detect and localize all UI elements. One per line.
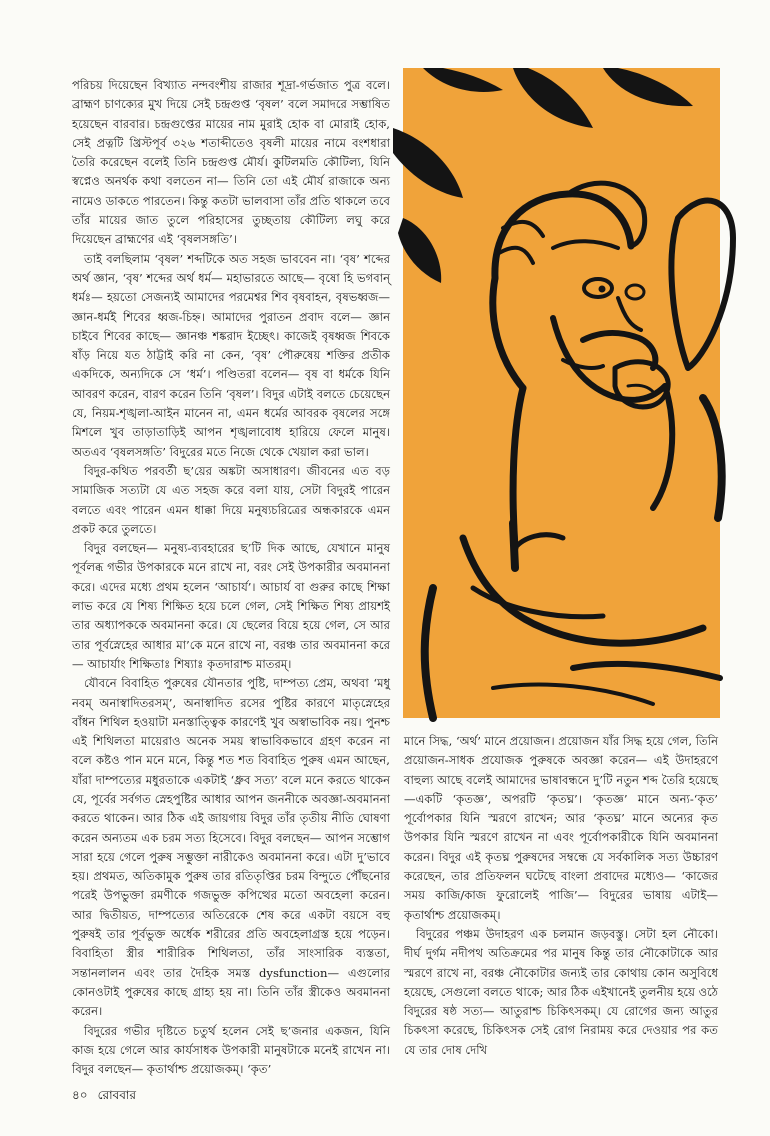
article-paragraph: বিদুরের পঞ্চম উদাহরণ এক চলমান জড়বস্তু। সেটা হল নৌকো। দীর্ঘ দুর্গম নদীপথ অতিক্রমের পর মানুষ কিন্তু তার নৌকোটাকে আর স্মরণে রাখে না, বরঞ্চ নৌকোটার জন্যই তার কোথায় কোন অসুবিধে হয়েছে, সেগুলো বলতে থাকে; আর ঠিক এইখানেই তুলনীয় হয়ে ওঠে বিদুরের ষষ্ঠ সত্য— আতুরাশ্চ চিকিৎসকম্। যে রোগের জন্য আতুর চিকৎসা করেছে, চিকিৎসক সেই রোগ নিরাময় করে দেওয়ার পর কত যে তার দোষ দেখি	[404, 926, 718, 1057]
illustration-vidura	[403, 68, 720, 718]
article-left-column	[72, 76, 390, 1077]
magazine-name: রোববার	[97, 1088, 136, 1102]
article-paragraph: বিদুরের গভীর দৃষ্টিতে চতুর্থ হলেন সেই ছ’জনার একজন, যিনি কাজ হয়ে গেলে আর কার্যসাধক উপকারী মানুষটাকে মনেই রাখেন না। বিদুর বলছেন— কৃতার্থাশ্চ প্রয়োজকম্। ‘কৃত’	[72, 1023, 390, 1077]
article-paragraph: পরিচয় দিয়েছেন বিখ্যাত নন্দবংশীয় রাজার শূদ্রা-গর্ভজাত পুত্র বলে। ব্রাহ্মণ চাণক্যের মুখ দিয়ে সেই চন্দ্রগুপ্ত ‘বৃষল’ বলে সমাদরে সম্ভাষিত হয়েছেন বারবার। চন্দ্রগুপ্তের মায়ের নাম মুরাই হোক বা মোরাই হোক, সেই প্রত্নটি খ্রিস্টপূর্ব ৩২৬ শতাব্দীতেও বৃষলী মায়ের নামে বংশধারা তৈরি করেছেন বলেই তিনি চন্দ্রগুপ্ত মৌর্য। কুটিলমতি কৌটিল্য, যিনি স্বপ্নেও অনর্থক কথা বলতেন না— তিনি তো এই মৌর্য রাজাকে অন্য নামেও ডাকতে পারতেন। কিন্তু কতটা ভালবাসা তাঁর প্রতি থাকলে তবে তাঁর মায়ের জাত তুলে পরিহাসের তুচ্ছতায় কৌটিল্য লঘু করে দিয়েছেন ব্রাহ্মণের এই ‘বৃষলসঙ্গতি’।	[72, 78, 390, 247]
article-right-column	[404, 732, 718, 1057]
article-paragraph: যৌবনে বিবাহিত পুরুষের যৌনতার পুষ্টি, দাম্পত্য প্রেম, অথবা ‘মধু নবম্ অনাস্বাদিতরসম্’, অনাস্বাদিত রসের পুষ্টির কারণে মাতৃস্নেহের বাঁধন শিথিল হওয়াটা মনস্তাত্ত্বিক কারণেই খুব অস্বাভাবিক নয়। পুনশ্চ এই শিথিলতা মায়েরাও অনেক সময় স্বাভাবিকভাবে গ্রহণ করেন না বলে কষ্টও পান মনে মনে, কিন্তু শত শত বিবাহিত পুরুষ এমন আছেন, যাঁরা দাম্পত্যের মধুরতাকে একটাই ‘ধ্রুব সত্য’ বলে মনে করতে থাকেন যে, পূর্বের সর্বগত স্নেহপুষ্টির আধার আপন জননীকে অবজ্ঞা-অবমাননা করতে থাকেন। আর ঠিক এই জায়গায় বিদুর তাঁর তৃতীয় নীতি ঘোষণা করেন অন্যতম এক চরম সত্য হিসেবে। বিদুর বলছেন— আপন সম্ভোগ সারা হয়ে গেলে পুরুষ সম্ভুক্তা নারীকেও অবমাননা করে। এটা দু’ভাবে হয়। প্রথমত, অতিকামুক পুরুষ তার রতিতৃপ্তির চরম বিন্দুতে পৌঁছনোর পরেই উপভুক্তা রমণীকে গজভুক্ত কপিত্থের মতো অবহেলা করেন। আর দ্বিতীয়ত, দাম্পত্যের অতিরেকে শেষ করে একটা বয়সে বহু পুরুষই তার পূর্বভুক্ত অর্ধেক শরীরের প্রতি অবহেলাগ্রস্ত হয়ে পড়েন। বিবাহিতা স্ত্রীর শারীরিক শিথিলতা, তাঁর সাংসারিক ব্যস্ততা, সন্তানলালন এবং তার দৈহিক সমস্ত dysfunction— এগুলোর কোনওটাই পুরুষের কাছে গ্রাহ্য হয় না। তিনি তাঁর স্ত্রীকেও অবমাননা করেন।	[72, 676, 390, 1019]
article-paragraph: তাই বলছিলাম ‘বৃষল’ শব্দটিকে অত সহজ ভাববেন না। ‘বৃষ’ শব্দের অর্থ জ্ঞান, ‘বৃষ’ শব্দের অর্থ ধর্ম— মহাভারতে আছে— বৃষো হি ভগবান্ ধর্মঃ— হয়তো সেজন্যই আমাদের পরমেশ্বর শিব বৃষবাহন, বৃষভধ্বজ— জ্ঞান-ধর্মই শিবের ধ্বজ-চিহ্ন। আমাদের পুরাতন প্রবাদ বলে— জ্ঞান চাইবে শিবের কাছে— জ্ঞানঞ্চ শঙ্করাদ ইচ্ছেৎ। কাজেই বৃষধ্বজ শিবকে ষাঁড় নিয়ে যত ঠাট্টাই করি না কেন, ‘বৃষ’ পৌরুষেয় শক্তির প্রতীক একদিকে, অন্যদিকে সে ‘ধর্ম’। পণ্ডিতরা বলেন— বৃষ বা ধর্মকে যিনি আবরণ করেন, বারণ করেন তিনি ‘বৃষল’। বিদুর এটাই বলতে চেয়েছেন যে, নিয়ম-শৃঙ্খলা-আইন মানেন না, এমন ধর্মের আবরক বৃষলের সঙ্গে মিশলে খুব তাড়াতাড়িই আপন শৃঙ্খলাবোধ হারিয়ে ফেলে মানুষ। অতএব ‘বৃষলসঙ্গতি’ বিদুরের মতে নিজে থেকে খেয়াল করা ভাল।	[72, 251, 390, 459]
article-paragraph: মানে সিদ্ধ, ‘অর্থ’ মানে প্রয়োজন। প্রয়োজন যাঁর সিদ্ধ হয়ে গেল, তিনি প্রয়োজন-সাধক প্রযোজক পুরুষকে অবজ্ঞা করেন— এই উদাহরণে বাহুল্য আছে বলেই আমাদের ভাষাবন্ধনে দু’টি নতুন শব্দ তৈরি হয়েছে—একটি ‘কৃতজ্ঞ’, অপরটি ‘কৃতঘ্ন’। ‘কৃতজ্ঞ’ মানে অন্য-‘কৃত’ পূর্বোপকার যিনি স্মরণে রাখেন; আর ‘কৃতঘ্ন’ মানে অন্যের কৃত উপকার যিনি স্মরণে রাখেন না এবং পূর্বোপকারীকে যিনি অবমাননা করেন। বিদুর এই কৃতঘ্ন পুরুষদের সম্বন্ধে যে সর্বকালিক সত্য উচ্চারণ করেছেন, তার প্রতিফলন ঘটেছে বাংলা প্রবাদের মধ্যেও— ‘কাজের সময় কাজি/কাজ ফুরোলেই পাজি’— বিদুরের ভাষায় এটাই— কৃতার্থাশ্চ প্রয়োজকম্।	[404, 734, 718, 922]
page-number: ৪০	[72, 1088, 88, 1102]
article-paragraph: বিদুর-কথিত পরবর্তী ছ’য়ের অঙ্কটা অসাধারণ। জীবনের এত বড় সামাজিক সত্যটা যে এত সহজ করে বলা যায়, সেটা বিদুরই পারেন বলতে এবং পারেন এমন ধাক্কা দিয়ে মনুষ্যচরিত্রের অন্ধকারকে এমন প্রকট করে তুলতে।	[72, 463, 390, 536]
article-paragraph: বিদুর বলছেন— মনুষ্য-ব্যবহারের ছ’টি দিক আছে, যেখানে মানুষ পূর্বলব্ধ গভীর উপকারকে মনে রাখে না, বরং সেই উপকারীর অবমাননা করে। এদের মধ্যে প্রথম হলেন ‘আচার্য’। আচার্য বা গুরুর কাছে শিক্ষা লাভ করে যে শিষ্য শিক্ষিত হয়ে চলে গেল, সেই শিক্ষিত শিষ্য প্রায়শই তার অধ্যাপককে অবমাননা করে। যে ছেলের বিয়ে হয়ে গেল, সে আর তার পূর্বস্নেহের আধার মা’কে মনে রাখে না, বরঞ্চ তার অবমাননা করে— আচার্যাং শিক্ষিতাঃ শিষ্যাঃ কৃতদারাশ্চ মাতরম্।	[72, 541, 390, 671]
illustration-background	[403, 68, 720, 718]
illustration-drawing	[403, 68, 720, 718]
pupil	[599, 286, 606, 293]
armband-mark	[513, 523, 515, 568]
page-footer	[72, 1088, 146, 1102]
